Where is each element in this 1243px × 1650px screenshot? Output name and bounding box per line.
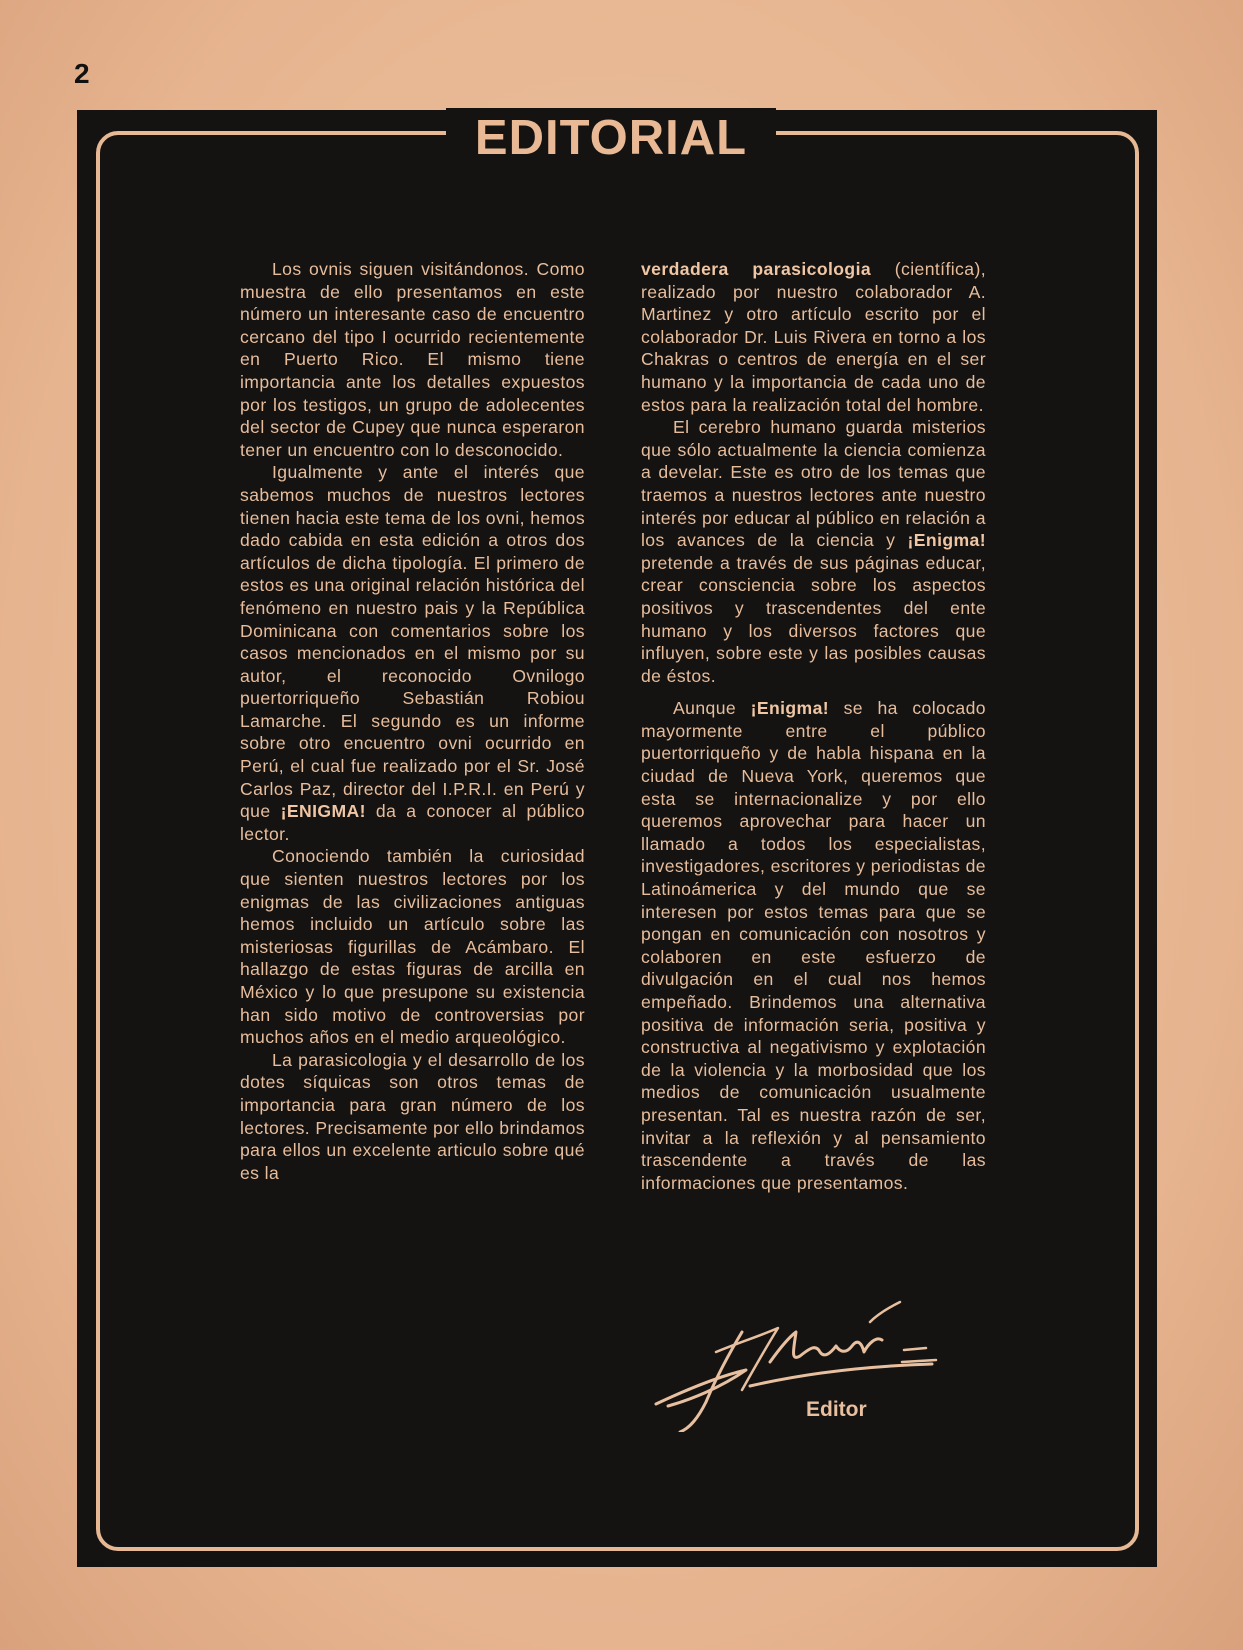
page-number: 2 [74, 58, 90, 89]
paragraph: La parasicologia y el desarrollo de los dotes síquicas son otros temas de importancia para gran número de los lectores. Precisamente por ello brindamos para ellos un excelente articulo sobre qué es la [240, 1049, 585, 1183]
paragraph: Aunque ¡Enigma! se ha colocado mayormente entre el público puertorriqueño y de habla hispana en la ciudad de Nueva York, queremos que esta se internacionalize y por ello queremos aprovechar para hacer un llamado a todos los especialistas, investigadores, escritores y periodistas de Latinoámerica y del mundo que se interesen por estos temas para que se pongan en comunicación con nosotros y colaboren en este esfuerzo de divulgación en el cual nos hemos empeñado. Brindemos una alternativa positiva de información seria, positiva y constructiva al negativismo y explotación de la violencia y la morbosidad que los medios de comunicación usualmente presentan. Tal es nuestra razón de ser, invitar a la reflexión y al pensamiento trascendente a través de las informaciones que presentamos. [641, 698, 986, 1193]
enigma-bold: ¡Enigma! [750, 698, 830, 719]
editor-signature [650, 1292, 960, 1432]
paragraph: verdadera parasicologia (científica), realizado por nuestro colaborador A. Martinez y otro artículo escrito por el colaborador Dr. Luis Rivera en torno a los Chakras o centros de energía en el ser humano y la importancia de cada uno de estos para la realización total del hombre. [641, 259, 986, 415]
parasicologia-bold: verdadera parasicologia [641, 259, 872, 279]
editor-label: Editor [806, 1398, 867, 1421]
paragraph: Conociendo también la curiosidad que sienten nuestros lectores por los enigmas de las civilizaciones antiguas hemos incluido un artículo sobre las misteriosas figurillas de Acámbaro. El hallazgo de estas figuras de arcilla en México y lo que presupone su existencia han sido motivo de controversias por muchos años en el medio arqueológico. [240, 846, 585, 1048]
right-column [641, 258, 986, 1194]
paragraph: Los ovnis siguen visitándonos. Como muestra de ello presentamos en este número un interesante caso de encuentro cercano del tipo I ocurrido recientemente en Puerto Rico. El mismo tiene importancia ante los detalles expuestos por los testigos, un grupo de adolecentes del sector de Cupey que nunca esperaron tener un encuentro con lo desconocido. [240, 259, 585, 460]
enigma-bold: ¡ENIGMA! [280, 801, 366, 822]
left-column [240, 258, 585, 1184]
paragraph: Igualmente y ante el interés que sabemos muchos de nuestros lectores tienen hacia este tema de los ovni, hemos dado cabida en esta edición a otros dos artículos de dicha tipología. El primero de estos es una original relación histórica del fenómeno en nuestro pais y la República Dominicana con comentarios sobre los casos mencionados en el mismo por su autor, el reconocido Ovnilogo puertorriqueño Sebastián Robiou Lamarche. El segundo es un informe sobre otro encuentro ovni ocurrido en Perú, el cual fue realizado por el Sr. José Carlos Paz, director del I.P.R.I. en Perú y que ¡ENIGMA! da a conocer al público lector. [240, 462, 586, 844]
enigma-bold: ¡Enigma! [907, 530, 986, 551]
editorial-title: EDITORIAL [474, 111, 748, 165]
paragraph: El cerebro humano guarda misterios que sólo actualmente la ciencia comienza a develar. Este es otro de los temas que traemos a nuestros lectores ante nuestro interés por educar al público en relación a los avances de la ciencia y ¡Enigma! pretende a través de sus páginas educar, crear consciencia sobre los aspectos positivos y trascendentes del ente humano y los diversos factores que influyen, sobre este y las posibles causas de éstos. [641, 417, 986, 686]
